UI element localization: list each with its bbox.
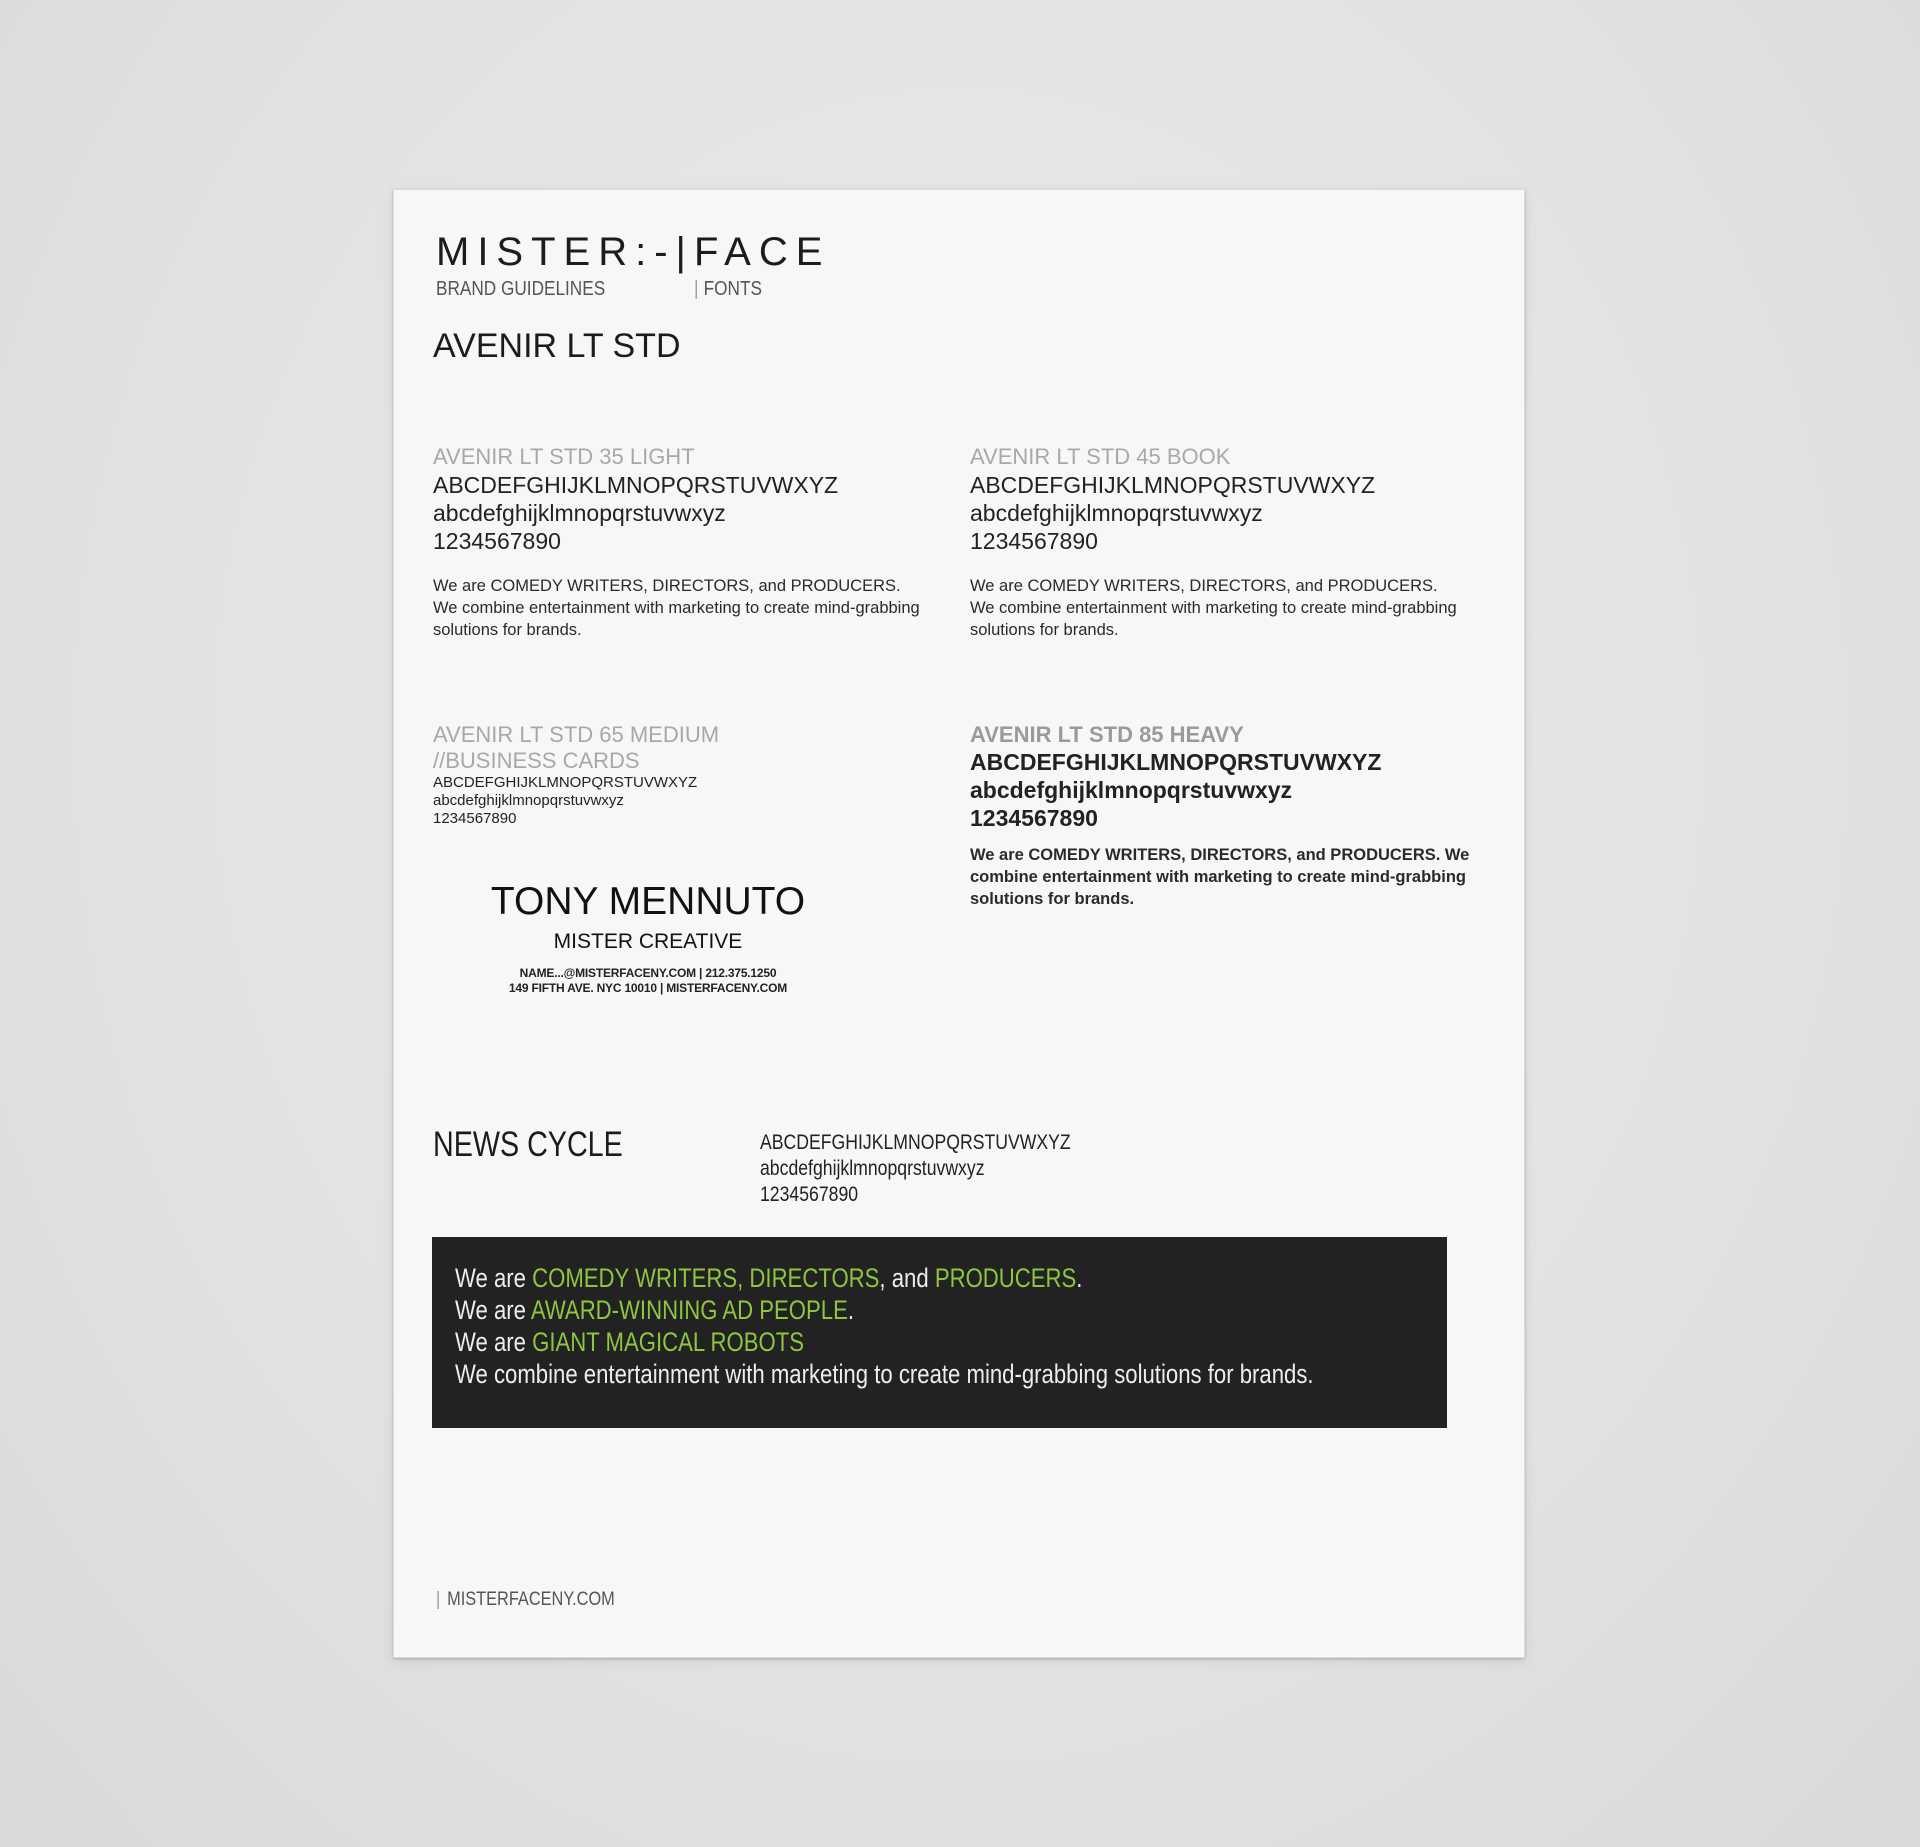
font-name: AVENIR LT STD 85 HEAVY bbox=[970, 722, 1244, 747]
website-link: MISTERFACENY.COM bbox=[447, 1589, 615, 1610]
digits-sample: 1234567890 bbox=[760, 1183, 859, 1206]
text-highlight: AWARD-WINNING AD PEOPLE bbox=[530, 1295, 848, 1325]
uppercase-sample: ABCDEFGHIJKLMNOPQRSTUVWXYZ bbox=[760, 1131, 1071, 1154]
uppercase-sample: ABCDEFGHIJKLMNOPQRSTUVWXYZ bbox=[970, 749, 1382, 775]
footer-url bbox=[436, 1589, 615, 1611]
card-contact-line: NAME...@MISTERFACENY.COM | 212.375.1250 bbox=[519, 966, 777, 980]
tagline-line-2 bbox=[455, 1294, 1314, 1326]
news-cycle-specimen bbox=[760, 1130, 1071, 1208]
text-plain: , and bbox=[879, 1263, 935, 1293]
lowercase-sample: abcdefghijklmnopqrstuvwxyz bbox=[760, 1157, 985, 1180]
divider-bar: | bbox=[694, 278, 699, 300]
digits-sample: 1234567890 bbox=[970, 805, 1098, 831]
tagline-box bbox=[432, 1237, 1447, 1428]
font-usage-note: //BUSINESS CARDS bbox=[433, 748, 640, 773]
page-title: AVENIR LT STD bbox=[433, 327, 681, 365]
body-paragraph: We are COMEDY WRITERS, DIRECTORS, and PRODUCERS. We combine entertainment with marketing to create mind-grabbing solutions for brands. bbox=[433, 577, 920, 639]
uppercase-sample: ABCDEFGHIJKLMNOPQRSTUVWXYZ bbox=[970, 472, 1376, 498]
card-person-name: TONY MENNUTO bbox=[490, 880, 806, 923]
specimen-book bbox=[970, 444, 1460, 641]
text-plain: We are bbox=[455, 1295, 531, 1325]
tagline-line-3 bbox=[455, 1326, 1314, 1358]
uppercase-sample: ABCDEFGHIJKLMNOPQRSTUVWXYZ bbox=[433, 472, 839, 498]
digits-sample: 1234567890 bbox=[433, 528, 561, 554]
text-plain: . bbox=[847, 1295, 855, 1325]
tagline-text bbox=[455, 1262, 1314, 1390]
specimen-medium bbox=[433, 722, 719, 828]
lowercase-sample: abcdefghijklmnopqrstuvwxyz bbox=[970, 777, 1293, 803]
subtitle-section bbox=[694, 278, 762, 301]
lowercase-sample: abcdefghijklmnopqrstuvwxyz bbox=[433, 792, 624, 809]
tagline-line-1 bbox=[455, 1262, 1314, 1294]
uppercase-sample: ABCDEFGHIJKLMNOPQRSTUVWXYZ bbox=[433, 774, 698, 791]
specimen-heavy bbox=[970, 722, 1470, 910]
text-highlight: PRODUCERS bbox=[934, 1263, 1077, 1293]
body-paragraph: We are COMEDY WRITERS, DIRECTORS, and PRODUCERS. We combine entertainment with marketing to create mind-grabbing solutions for brands. bbox=[970, 577, 1457, 639]
brand-logo: MISTER:-|FACE bbox=[436, 230, 831, 274]
digits-sample: 1234567890 bbox=[433, 810, 517, 827]
tagline-line-4: We combine entertainment with marketing to create mind-grabbing solutions for brands. bbox=[455, 1359, 1314, 1389]
font-name: AVENIR LT STD 65 MEDIUM bbox=[433, 722, 720, 747]
lowercase-sample: abcdefghijklmnopqrstuvwxyz bbox=[970, 500, 1263, 526]
divider-bar: | bbox=[436, 1589, 441, 1610]
text-plain: . bbox=[1076, 1263, 1083, 1293]
card-address-line: 149 FIFTH AVE. NYC 10010 | MISTERFACENY.COM bbox=[508, 981, 788, 995]
business-card-sample bbox=[438, 880, 858, 995]
text-plain: We are bbox=[455, 1327, 533, 1357]
font-name: AVENIR LT STD 45 BOOK bbox=[970, 444, 1231, 469]
section-label: FONTS bbox=[703, 278, 762, 300]
font-name: AVENIR LT STD 35 LIGHT bbox=[433, 444, 695, 469]
lowercase-sample: abcdefghijklmnopqrstuvwxyz bbox=[433, 500, 726, 526]
brand-guidelines-page bbox=[393, 189, 1525, 1658]
card-job-title: MISTER CREATIVE bbox=[553, 930, 743, 953]
digits-sample: 1234567890 bbox=[970, 528, 1098, 554]
body-paragraph: We are COMEDY WRITERS, DIRECTORS, and PRODUCERS. We combine entertainment with marketing to create mind-grabbing solutions for brands. bbox=[970, 846, 1470, 908]
specimen-light bbox=[433, 444, 923, 641]
text-highlight: GIANT MAGICAL ROBOTS bbox=[532, 1327, 804, 1357]
text-plain: We are bbox=[455, 1263, 533, 1293]
subtitle-brand-guidelines: BRAND GUIDELINES bbox=[436, 278, 606, 300]
text-highlight: COMEDY WRITERS, DIRECTORS bbox=[532, 1263, 880, 1293]
news-cycle-title: NEWS CYCLE bbox=[433, 1125, 623, 1164]
